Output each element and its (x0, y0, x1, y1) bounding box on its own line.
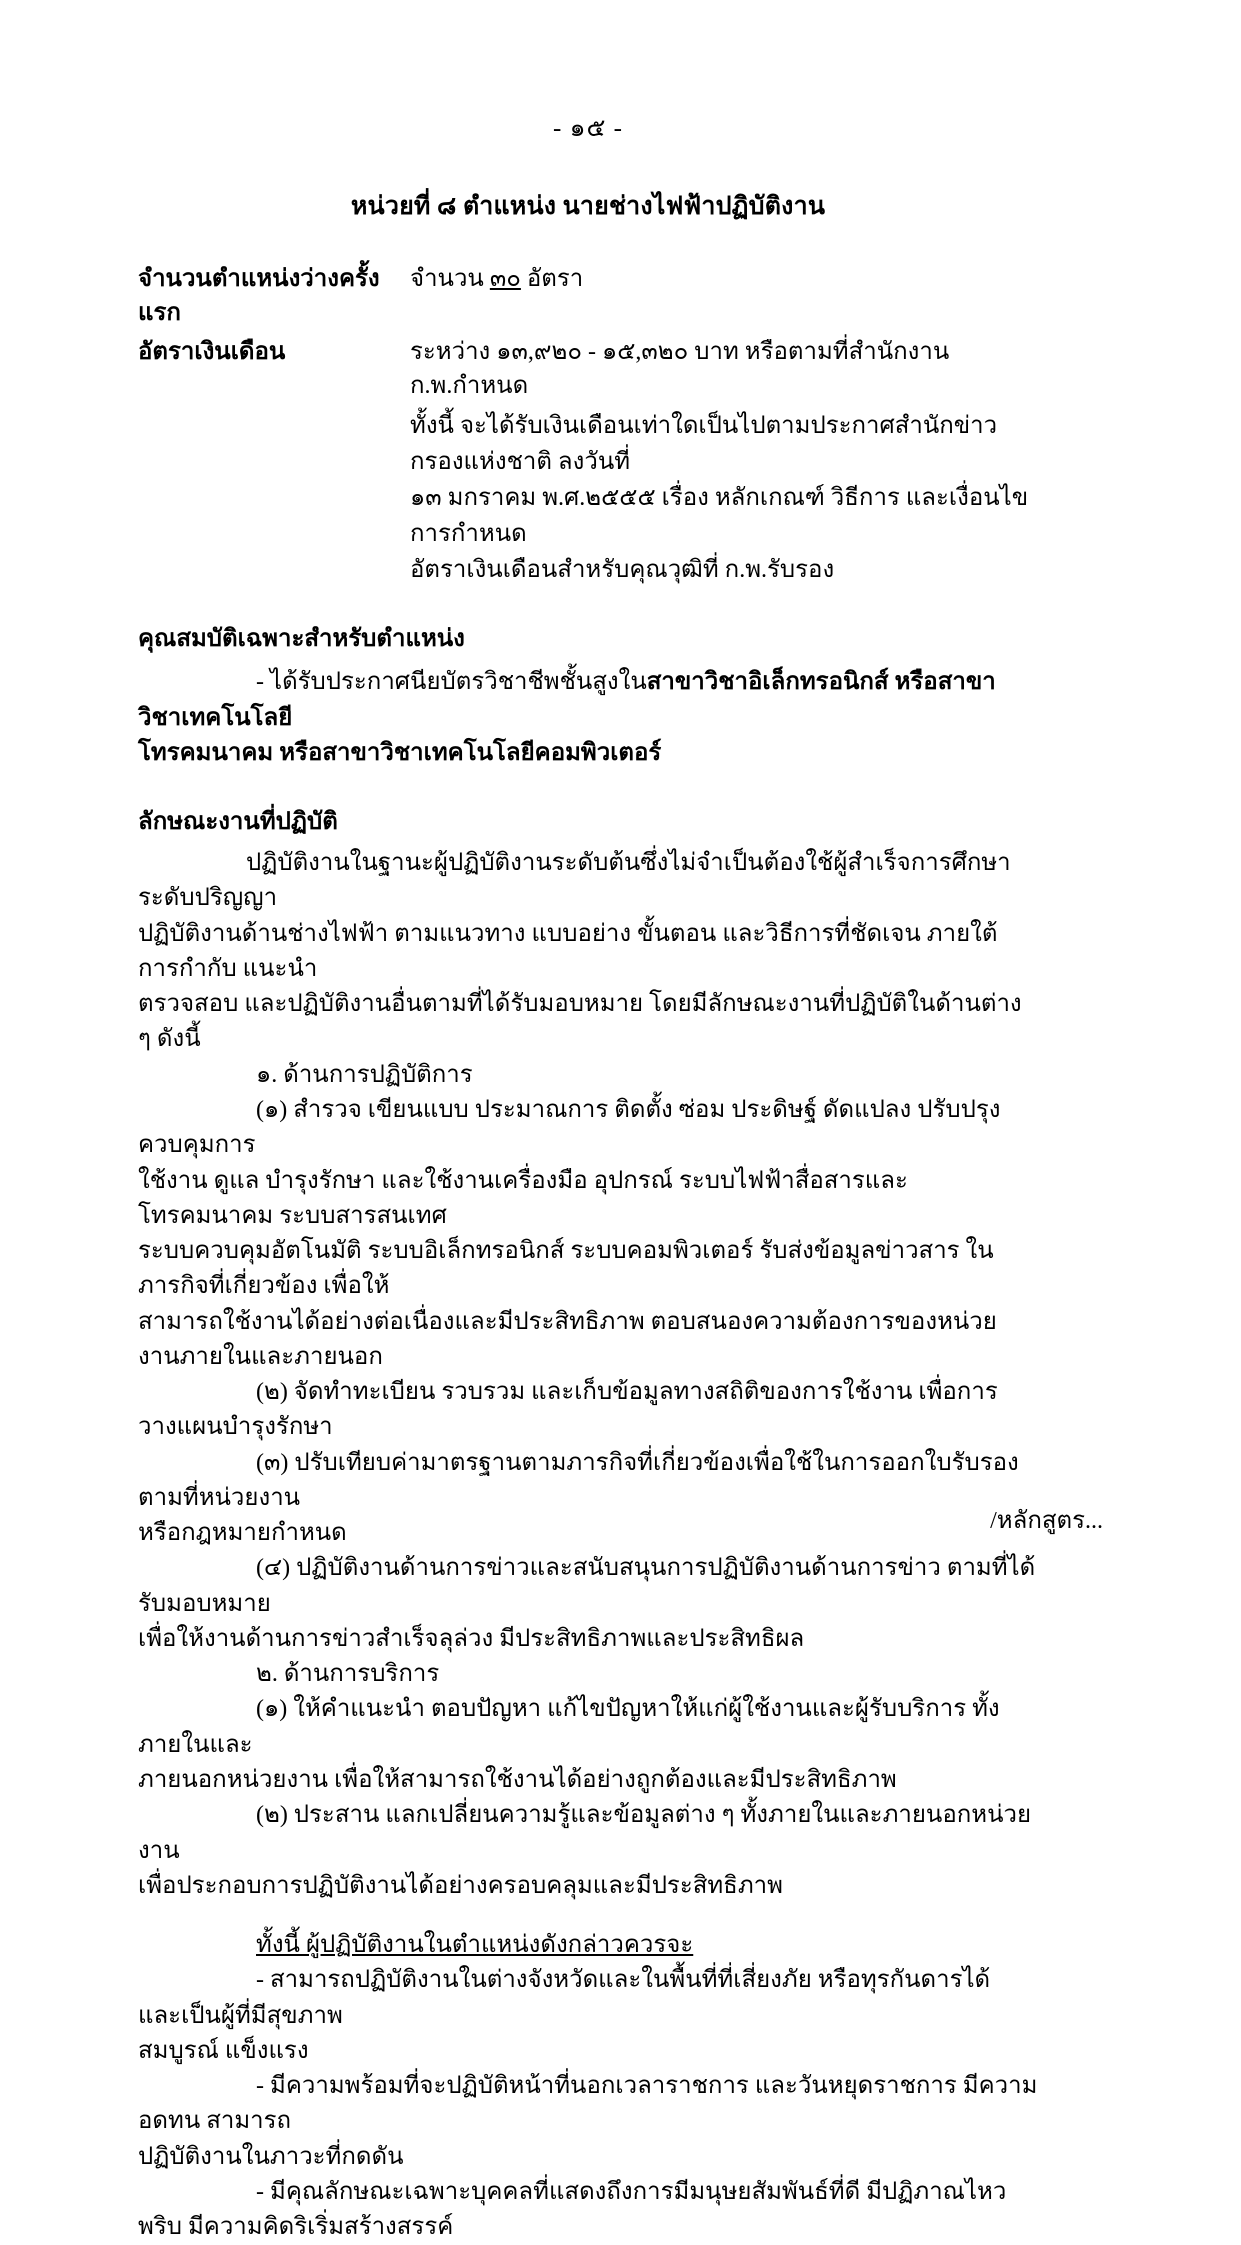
condition-2-line-2: ปฏิบัติงานในภาวะที่กดดัน (138, 2143, 404, 2170)
duties-s2-item-2-line-2: เพื่อประกอบการปฏิบัติงานได้อย่างครอบคลุมและมีประสิทธิภาพ (138, 1872, 783, 1899)
salary-label: อัตราเงินเดือน (138, 339, 286, 366)
salary-note-line-2: ๑๓ มกราคม พ.ศ.๒๕๕๕ เรื่อง หลักเกณฑ์ วิธีการ และเงื่อนไขการกำหนด (410, 485, 1029, 548)
qualifications-block (138, 665, 1038, 771)
salary-note-line-3: อัตราเงินเดือนสำหรับคุณวุฒิที่ ก.พ.รับรอง (410, 557, 835, 584)
vacancy-row (138, 262, 1038, 330)
salary-note-line-1: ทั้งนี้ จะได้รับเงินเดือนเท่าใดเป็นไปตามประกาศสำนักข่าวกรองแห่งชาติ ลงวันที่ (410, 413, 998, 476)
conditions-heading: ทั้งนี้ ผู้ปฏิบัติงานในตำแหน่งดังกล่าวควรจะ (256, 1932, 694, 1959)
vacancy-value (410, 262, 1038, 296)
duties-intro-line-3: ตรวจสอบ และปฏิบัติงานอื่นตามที่ได้รับมอบหมาย โดยมีลักษณะงานที่ปฏิบัติในด้านต่าง ๆ ดังนี้ (138, 991, 1022, 1053)
salary-row (138, 335, 1038, 403)
condition-1-line-1: - สามารถปฏิบัติงานในต่างจังหวัดและในพื้นที่ที่เสี่ยงภัย หรือทุรกันดารได้ และเป็นผู้ที่มีสุขภาพ (138, 1967, 991, 2029)
qualification-line-2: โทรคมนาคม หรือสาขาวิชาเทคโนโลยีคอมพิวเตอร์ (138, 739, 662, 766)
duties-intro-line-2: ปฏิบัติงานด้านช่างไฟฟ้า ตามแนวทาง แบบอย่าง ขั้นตอน และวิธีการที่ชัดเจน ภายใต้การกำกับ แนะนำ (138, 920, 998, 982)
page-number: - ๑๕ - (553, 115, 623, 142)
duties-s1-item-1-line-3: ระบบควบคุมอัตโนมัติ ระบบอิเล็กทรอนิกส์ ระบบคอมพิวเตอร์ รับส่งข้อมูลข่าวสาร ในภารกิจที่เกี่ยวข้อง เพื่อให้ (138, 1238, 994, 1300)
duties-block (138, 846, 1038, 1904)
salary-note (410, 408, 1038, 588)
vacancy-suffix: อัตรา (520, 266, 584, 292)
vacancy-label: จำนวนตำแหน่งว่างครั้งแรก (138, 266, 380, 327)
duties-s1-item-3-line-1: (๓) ปรับเทียบค่ามาตรฐานตามภารกิจที่เกี่ยวข้องเพื่อใช้ในการออกใบรับรองตามที่หน่วยงาน (138, 1449, 1019, 1511)
salary-value: ระหว่าง ๑๓,๙๒๐ - ๑๕,๓๒๐ บาท หรือตามที่สำนักงาน ก.พ.กำหนด (410, 339, 950, 400)
document-content (138, 0, 1038, 2245)
duties-s1-item-1-line-1: (๑) สำรวจ เขียนแบบ ประมาณการ ติดตั้ง ซ่อม ประดิษฐ์ ดัดแปลง ปรับปรุง ควบคุมการ (138, 1096, 1001, 1159)
duties-s2-item-1-line-2: ภายนอกหน่วยงาน เพื่อให้สามารถใช้งานได้อย่างถูกต้องและมีประสิทธิภาพ (138, 1767, 897, 1794)
duties-s2-item-2-line-1: (๒) ประสาน แลกเปลี่ยนความรู้และข้อมูลต่าง ๆ ทั้งภายในและภายนอกหน่วยงาน (138, 1802, 1032, 1864)
qualification-line-1 (138, 665, 1038, 736)
duties-s1-item-2-line-1: (๒) จัดทำทะเบียน รวบรวม และเก็บข้อมูลทางสถิติของการใช้งาน เพื่อการวางแผนบำรุงรักษา (138, 1379, 998, 1441)
page-title: หน่วยที่ ๘ ตำแหน่ง นายช่างไฟฟ้าปฏิบัติงาน (350, 193, 826, 220)
qualification-line-1-bold: สาขาวิชาอิเล็กทรอนิกส์ หรือสาขาวิชาเทคโนโลยี (138, 669, 996, 731)
duties-heading: ลักษณะงานที่ปฏิบัติ (138, 809, 338, 836)
qualification-line-1-normal: - ได้รับประกาศนียบัตรวิชาชีพชั้นสูงใน (256, 669, 647, 696)
footer-continuation: /หลักสูตร... (990, 1508, 1103, 1534)
spacer (138, 1904, 1038, 1928)
duties-s1-item-4-line-2: เพื่อให้งานด้านการข่าวสำเร็จลุล่วง มีประสิทธิภาพและประสิทธิผล (138, 1625, 805, 1652)
condition-3-line-1: - มีคุณลักษณะเฉพาะบุคคลที่แสดงถึงการมีมนุษยสัมพันธ์ที่ดี มีปฏิภาณไหวพริบ มีความคิดริเริ่มสร้างสรรค์ (138, 2178, 1007, 2241)
qualifications-heading: คุณสมบัติเฉพาะสำหรับตำแหน่ง (138, 626, 465, 653)
conditions-block (138, 1928, 1038, 2245)
duties-section-2-heading: ๒. ด้านการบริการ (256, 1661, 440, 1688)
vacancy-prefix: จำนวน (410, 266, 490, 292)
duties-s1-item-4-line-1: (๔) ปฏิบัติงานด้านการข่าวและสนับสนุนการปฏิบัติงานด้านการข่าว ตามที่ได้รับมอบหมาย (138, 1555, 1036, 1617)
duties-intro-line-1: ปฏิบัติงานในฐานะผู้ปฏิบัติงานระดับต้นซึ่งไม่จำเป็นต้องใช้ผู้สำเร็จการศึกษาระดับปริญญา (138, 850, 1011, 912)
vacancy-number: ๓๐ (489, 266, 521, 292)
duties-s1-item-1-line-2: ใช้งาน ดูแล บำรุงรักษา และใช้งานเครื่องมือ อุปกรณ์ ระบบไฟฟ้าสื่อสารและโทรคมนาคม ระบบสารสนเทศ (138, 1167, 908, 1229)
position-info-block (138, 262, 1038, 588)
duties-s1-item-3-line-2: หรือกฎหมายกำหนด (138, 1520, 347, 1547)
condition-2-line-1: - มีความพร้อมที่จะปฏิบัติหน้าที่นอกเวลาราชการ และวันหยุดราชการ มีความอดทน สามารถ (138, 2073, 1038, 2135)
duties-s1-item-1-line-4: สามารถใช้งานได้อย่างต่อเนื่องและมีประสิทธิภาพ ตอบสนองความต้องการของหน่วยงานภายในและภายนอก (138, 1308, 997, 1370)
duties-s2-item-1-line-1: (๑) ให้คำแนะนำ ตอบปัญหา แก้ไขปัญหาให้แก่ผู้ใช้งานและผู้รับบริการ ทั้งภายในและ (138, 1696, 1000, 1758)
condition-1-line-2: สมบูรณ์ แข็งแรง (138, 2037, 309, 2064)
conditions-heading-row (138, 1928, 1038, 1963)
duties-section-1-heading: ๑. ด้านการปฏิบัติการ (256, 1061, 473, 1088)
